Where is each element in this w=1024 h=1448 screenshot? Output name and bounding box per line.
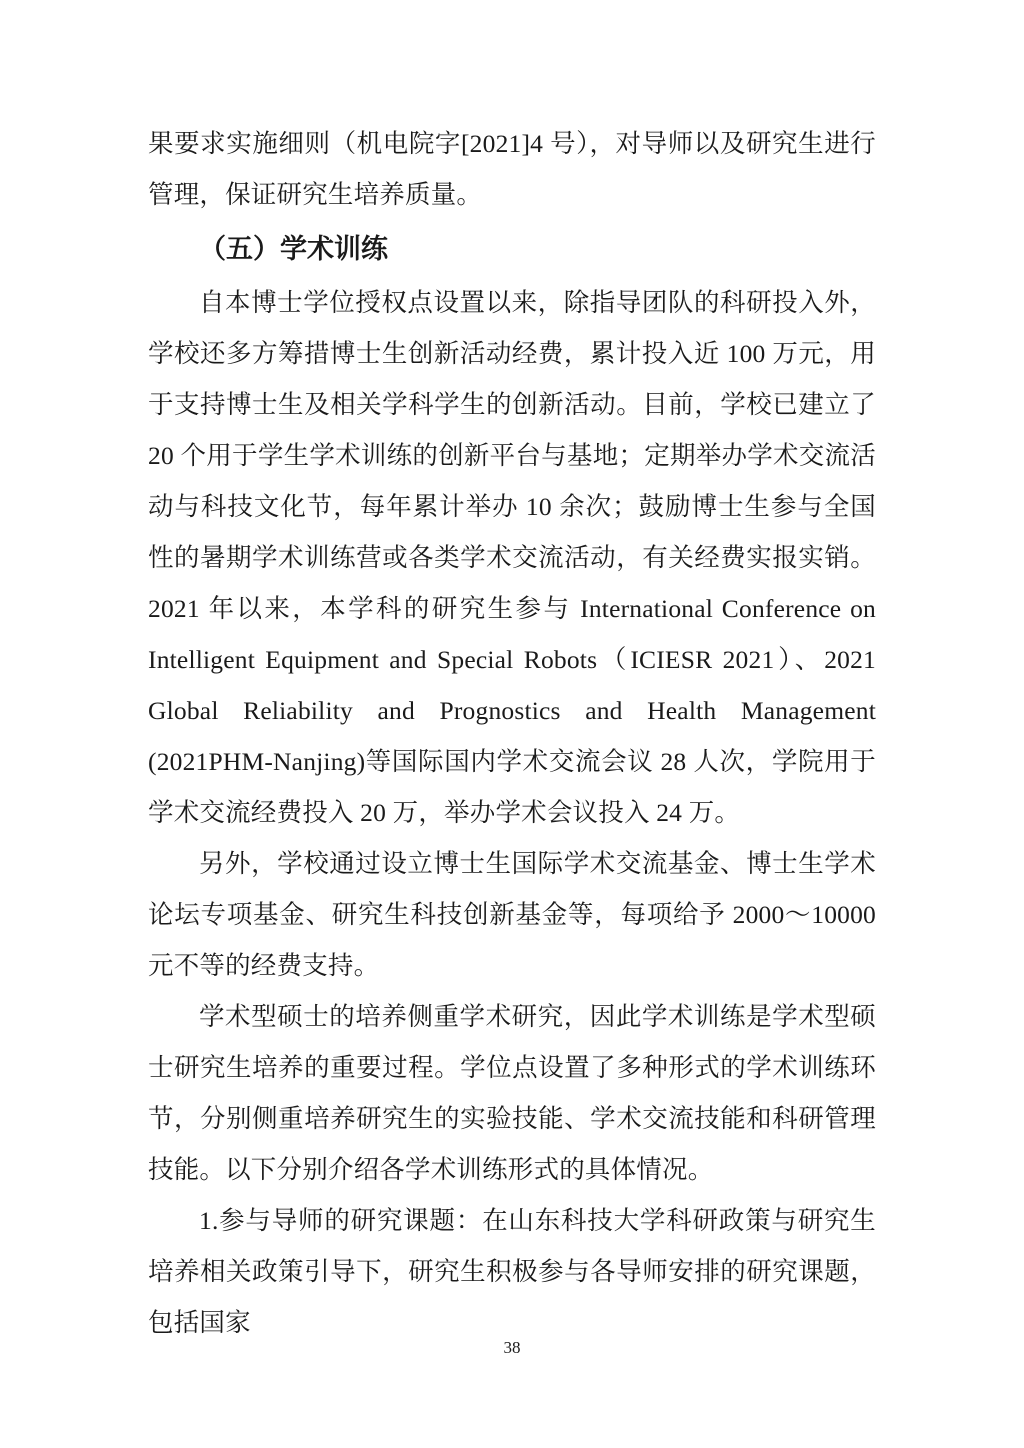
section-heading: （五）学术训练 [199,234,388,264]
page-number: 38 [503,1338,521,1357]
paragraph-research-projects: 1.参与导师的研究课题：在山东科技大学科研政策与研究生培养相关政策引导下，研究生积极参与各导师安排的研究课题，包括国家 [148,1206,876,1337]
paragraph-master-training: 学术型硕士的培养侧重学术研究，因此学术训练是学术型硕士研究生培养的重要过程。学位点设置了多种形式的学术训练环节，分别侧重培养研究生的实验技能、学术交流技能和科研管理技能。以下分别介绍各学术训练形式的具体情况。 [148,1002,876,1184]
document-body [148,118,876,1348]
paragraph-continuation: 果要求实施细则（机电院字[2021]4 号），对导师以及研究生进行管理，保证研究生培养质量。 [148,129,876,209]
paragraph-exchange-funds: 另外，学校通过设立博士生国际学术交流基金、博士生学术论坛专项基金、研究生科技创新基金等，每项给予 2000～10000 元不等的经费支持。 [148,849,876,980]
paragraph-academic-training-funding: 自本博士学位授权点设置以来，除指导团队的科研投入外，学校还多方筹措博士生创新活动经费，累计投入近 100 万元，用于支持博士生及相关学科学生的创新活动。目前，学校已建立了 20 个用于学生学术训练的创新平台与基地；定期举办学术交流活动与科技文化节，每年累计举办 10 余次；鼓励博士生参与全国性的暑期学术训练营或各类学术交流活动，有关经费实报实销。2021 年以来，本学科的研究生参与 International Conference on Intelligent Equipment and Special Robots（ICIESR 2021）、2021 Global Reliability and Prognostics and Health Management (2021PHM-Nanjing)等国际国内学术交流会议 28 人次，学院用于学术交流经费投入 20 万，举办学术会议投入 24 万。 [148,288,876,827]
